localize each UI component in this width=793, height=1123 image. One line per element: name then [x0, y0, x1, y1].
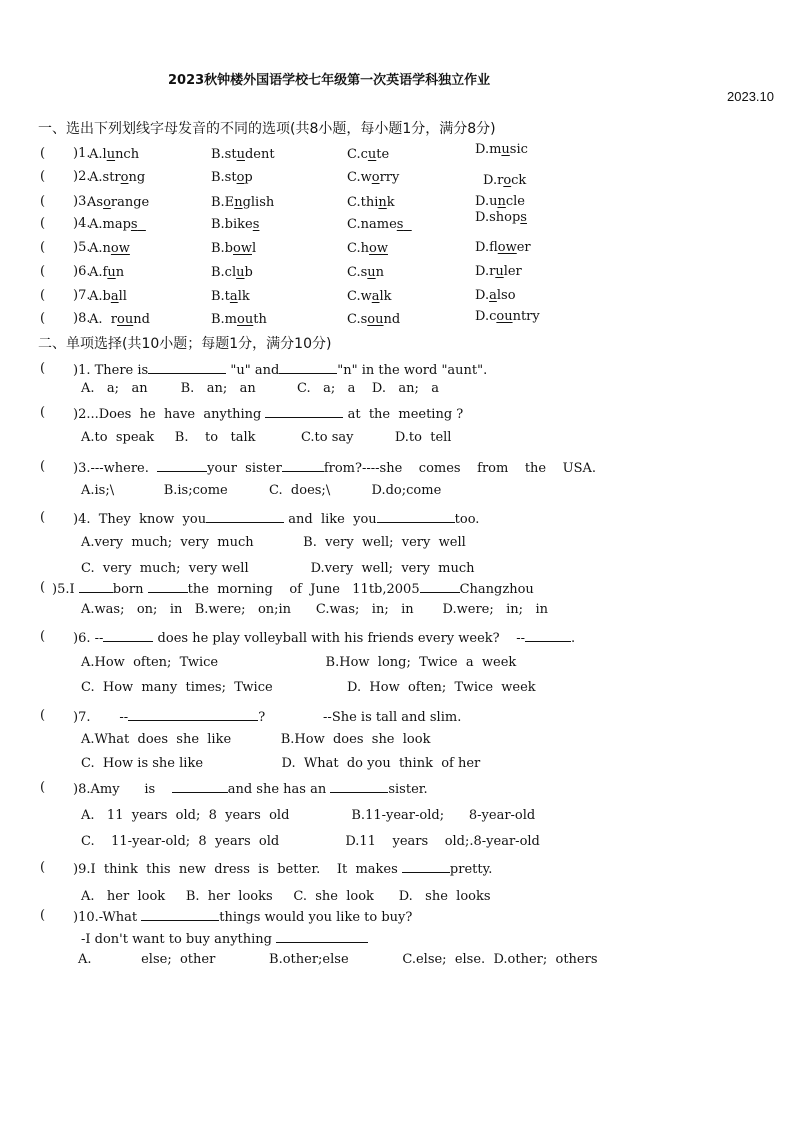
s1-q8-option-a [89, 312, 150, 327]
q1-stem-c: "n" in the word "aunt". [337, 363, 488, 378]
q6-options-1: A.How often; Twice B.How long; Twice a week [81, 655, 517, 670]
q8-blank-1 [172, 780, 228, 793]
option-suffix: glish [242, 195, 275, 210]
s1-q8-option-d [475, 309, 540, 324]
s1-q1-option-b [211, 147, 275, 162]
underlined-letters: ow [233, 241, 252, 256]
option-suffix: nch [115, 147, 140, 162]
option-suffix: ck [511, 173, 527, 188]
q10-stem-b: things would you like to buy? [219, 910, 413, 925]
s1-q2-number: )2. [73, 169, 91, 184]
q9-stem [73, 860, 492, 877]
s1-q3-number: )3. [73, 194, 91, 209]
option-prefix: B.b [211, 241, 234, 256]
q1-blank-1 [148, 361, 226, 374]
option-prefix: D.u [475, 194, 498, 209]
q6-stem-b: does he play volleyball with his friends every week? [157, 631, 500, 646]
option-prefix: D.m [475, 142, 502, 157]
underlined-letters: u [236, 265, 245, 280]
s1-q7-option-d [475, 288, 516, 303]
s1-q5-option-b [211, 241, 256, 256]
section1-heading: 一、选出下列划线字母发音的不同的选项(共8小题，每小题1分，满分8分) [38, 121, 496, 137]
q5-stem-b: born [112, 582, 144, 597]
q7-paren: ( [40, 708, 46, 723]
underlined-letters: o [236, 170, 245, 185]
option-suffix: cle [505, 194, 525, 209]
option-prefix: B.m [211, 312, 238, 327]
q2-blank-1 [265, 405, 343, 418]
q10-stem [73, 908, 412, 925]
option-prefix: D.c [475, 309, 497, 324]
q1-stem-a: )1. There is [73, 363, 149, 378]
s1-q8-option-c [347, 312, 400, 327]
option-suffix: b [244, 265, 253, 280]
q8-stem [73, 780, 428, 797]
option-suffix: p [244, 170, 253, 185]
underlined-letters: n [378, 195, 387, 210]
q5-blank-1 [79, 580, 113, 593]
page-title: 2023秋钟楼外国语学校七年级第一次英语学科独立作业 [168, 73, 491, 88]
q4-blank-1 [206, 510, 284, 523]
q4-blank-2 [377, 510, 455, 523]
underlined-letters: u [501, 142, 510, 157]
option-suffix: lk [237, 289, 250, 304]
underlined-letters: n [497, 194, 506, 209]
s1-q5-paren: ( [40, 240, 46, 255]
s1-q6-option-b [211, 265, 253, 280]
s1-q1-paren: ( [40, 146, 46, 161]
date-label: 2023.10 [727, 89, 774, 104]
q6-stem [73, 629, 575, 646]
option-suffix: n [115, 265, 125, 280]
option-suffix: ll [118, 289, 127, 304]
q5-blank-3 [420, 580, 460, 593]
q10-blank-2 [276, 930, 368, 943]
underlined-letters: u [236, 147, 245, 162]
option-prefix: A.str [89, 170, 121, 185]
q8-options-2: C. 11-year-old; 8 years old D.11 years old;.8-year-old [81, 834, 540, 849]
option-prefix: D.r [483, 173, 504, 188]
option-prefix: C.s [347, 312, 368, 327]
option-prefix: C.s [347, 265, 368, 280]
s1-q7-option-c [347, 289, 392, 304]
q6-stem-c: -- [516, 631, 525, 646]
option-suffix: rry [379, 170, 400, 185]
q4-stem [73, 510, 479, 527]
q1-paren: ( [40, 361, 46, 376]
s1-q8-number: )8. [73, 311, 91, 326]
s1-q4-option-a [89, 217, 146, 232]
underlined-letters: ou [367, 312, 384, 327]
s1-q7-number: )7. [73, 288, 91, 303]
q7-options-1: A.What does she like B.How does she look [81, 732, 431, 747]
q5-stem-a: )5.I [52, 582, 75, 597]
s1-q2-paren: ( [40, 169, 46, 184]
q6-stem-a: )6. -- [73, 631, 104, 646]
q2-stem [73, 405, 463, 422]
s1-q4-option-b [211, 217, 259, 232]
option-prefix: A.b [89, 289, 111, 304]
q6-paren: ( [40, 629, 46, 644]
q4-options-1: A.very much; very much B. very well; very well [81, 535, 466, 550]
s1-q7-option-b [211, 289, 250, 304]
underlined-letters: a [110, 289, 119, 304]
underlined-letters: a [371, 289, 380, 304]
s1-q1-option-a [89, 147, 139, 162]
s1-q5-option-c [347, 241, 388, 256]
q10-stem-a: )10.-What [73, 910, 138, 925]
underlined-letters: ou [117, 312, 134, 327]
s1-q4-paren: ( [40, 216, 46, 231]
option-suffix: lk [379, 289, 392, 304]
s1-q2-option-a [89, 170, 145, 185]
underlined-letters: s [252, 217, 260, 232]
s1-q6-option-a [89, 265, 124, 280]
q3-stem [73, 459, 596, 476]
underlined-letters: ow [110, 241, 130, 256]
q5-blank-2 [148, 580, 188, 593]
underlined-letters: u [495, 264, 504, 279]
q4-stem-b: and like you [288, 512, 377, 527]
option-suffix: nd [133, 312, 150, 327]
q1-options: A. a; an B. an; an C. a; a D. an; a [81, 381, 440, 396]
s1-q4-number: )4. [73, 216, 91, 231]
underlined-letters: ow [369, 241, 388, 256]
q4-stem-c: too. [454, 512, 480, 527]
s1-q6-number: )6. [73, 264, 91, 279]
option-prefix: B.cl [211, 265, 237, 280]
s1-q8-paren: ( [40, 311, 46, 326]
q8-paren: ( [40, 780, 46, 795]
q7-options-2: C. How is she like D. What do you think of her [81, 756, 481, 771]
option-suffix: ler [503, 264, 522, 279]
option-prefix: A.l [89, 147, 107, 162]
s1-q5-option-a [89, 241, 130, 256]
q8-blank-2 [330, 780, 388, 793]
q9-blank-1 [402, 860, 450, 873]
option-suffix: ntry [512, 309, 540, 324]
underlined-letters: ow [497, 240, 517, 255]
option-prefix: C.w [347, 289, 372, 304]
q6-stem-d: . [570, 631, 576, 646]
option-suffix: dent [244, 147, 275, 162]
underlined-letters: s [520, 210, 527, 225]
s1-q3-option-c [347, 195, 395, 210]
q10-stem-2 [81, 930, 368, 947]
q2-paren: ( [40, 405, 46, 420]
option-suffix: th [253, 312, 267, 327]
underlined-letters: ou [496, 309, 513, 324]
q8-stem-c: sister. [388, 782, 428, 797]
option-prefix: As [87, 195, 104, 210]
q3-stem-a: )3.---where. [73, 461, 149, 476]
q3-stem-c: from?----she comes from the USA. [323, 461, 597, 476]
q10-blank-1 [141, 908, 219, 921]
option-prefix: C.c [347, 147, 368, 162]
q5-stem-d: Changzhou [459, 582, 534, 597]
q7-blank-1 [128, 708, 258, 721]
q10-stem-c: -I don't want to buy anything [81, 932, 272, 947]
q3-stem-b: your sister [207, 461, 282, 476]
option-prefix: A.n [89, 241, 111, 256]
option-prefix: B.E [211, 195, 235, 210]
underlined-letters: ou [237, 312, 254, 327]
q8-stem-b: and she has an [227, 782, 327, 797]
q3-blank-1 [157, 459, 207, 472]
q3-paren: ( [40, 459, 46, 474]
q5-stem [52, 580, 534, 597]
q10-options: A. else; other B.other;else C.else; else. D.other; others [78, 952, 598, 967]
q6-blank-1 [103, 629, 153, 642]
q2-options: A.to speak B. to talk C.to say D.to tell [81, 430, 452, 445]
option-suffix: ng [128, 170, 146, 185]
q1-stem-b: "u" and [230, 363, 280, 378]
q4-paren: ( [40, 510, 46, 525]
underlined-letters: n [234, 195, 243, 210]
option-prefix: B.st [211, 147, 237, 162]
q9-stem-b: pretty. [449, 862, 493, 877]
underlined-letters: o [371, 170, 380, 185]
option-suffix: er [516, 240, 531, 255]
s1-q3-option-d [475, 194, 525, 209]
q3-blank-2 [282, 459, 324, 472]
q2-stem-a: )2...Does he have anything [73, 407, 262, 422]
option-prefix: D.r [475, 264, 496, 279]
q5-options: A.was; on; in B.were; on;in C.was; in; in D.were; in; in [81, 602, 548, 617]
q10-paren: ( [40, 908, 46, 923]
q3-options: A.is;\ B.is;come C. does;\ D.do;come [81, 483, 442, 498]
q5-paren: ( [40, 580, 46, 595]
q9-stem-a: )9.I think this new dress is better. It makes [73, 862, 398, 877]
s1-q4-option-c [347, 217, 412, 232]
q9-paren: ( [40, 860, 46, 875]
option-prefix: B.t [211, 289, 230, 304]
q6-blank-2 [525, 629, 571, 642]
underlined-letters: u [107, 265, 116, 280]
s1-q2-option-c [347, 170, 399, 185]
s1-q7-paren: ( [40, 288, 46, 303]
underlined-letters: u [106, 147, 116, 162]
s1-q3-option-b [211, 195, 274, 210]
s1-q1-number: )1. [73, 146, 91, 161]
option-prefix: C.w [347, 170, 372, 185]
s1-q5-number: )5. [73, 240, 91, 255]
q1-stem [73, 361, 487, 378]
q9-options: A. her look B. her looks C. she look D. she looks [81, 889, 491, 904]
option-suffix: k [386, 195, 395, 210]
q7-stem [73, 708, 461, 725]
underlined-letters: a [489, 288, 497, 303]
s1-q3-paren: ( [40, 194, 46, 209]
q7-stem-a: )7. -- [73, 710, 129, 725]
q8-stem-a: )8.Amy is [73, 782, 156, 797]
option-prefix: D. [475, 288, 490, 303]
q5-stem-c: the morning of June 11tb,2005 [187, 582, 420, 597]
s1-q2-option-d [483, 173, 526, 188]
option-prefix: C.h [347, 241, 369, 256]
option-suffix: n [375, 265, 385, 280]
underlined-letters: o [120, 170, 129, 185]
option-prefix: A.map [89, 217, 131, 232]
option-suffix: te [376, 147, 390, 162]
option-suffix: lso [496, 288, 516, 303]
s1-q6-option-d [475, 264, 522, 279]
option-suffix: range [110, 195, 150, 210]
q4-stem-a: )4. They know you [73, 512, 207, 527]
s1-q2-option-b [211, 170, 253, 185]
option-suffix: l [251, 241, 257, 256]
q1-blank-2 [279, 361, 337, 374]
q2-stem-b: at the meeting ? [347, 407, 464, 422]
option-prefix: B.bike [211, 217, 253, 232]
option-prefix: C.name [347, 217, 397, 232]
s1-q5-option-d [475, 240, 531, 255]
underlined-letters: o [103, 195, 111, 210]
option-suffix: nd [383, 312, 401, 327]
s1-q3-option-a [87, 195, 149, 210]
q4-options-2: C. very much; very well D.very well; very much [81, 561, 475, 576]
q7-stem-b: ? [258, 710, 266, 725]
s1-q8-option-b [211, 312, 267, 327]
s1-q1-option-c [347, 147, 389, 162]
s1-q4-option-d [475, 210, 527, 225]
option-prefix: D.shop [475, 210, 521, 225]
option-prefix: B.st [211, 170, 237, 185]
option-prefix: D.fl [475, 240, 498, 255]
s1-q6-paren: ( [40, 264, 46, 279]
section2-heading: 二、单项选择(共10小题；每题1分，满分10分) [38, 336, 332, 352]
s1-q1-option-d [475, 142, 528, 157]
underlined-letters: o [503, 173, 512, 188]
underlined-letters: s [130, 217, 138, 232]
q7-stem-c: --She is tall and slim. [323, 710, 462, 725]
option-suffix: sic [509, 142, 528, 157]
underlined-letters: s [396, 217, 404, 232]
option-prefix: C.thi [347, 195, 379, 210]
underlined-letters: u [367, 147, 377, 162]
underlined-letters: u [367, 265, 376, 280]
s1-q6-option-c [347, 265, 384, 280]
q8-options-1: A. 11 years old; 8 years old B.11-year-old; 8-year-old [81, 808, 536, 823]
option-prefix: A. r [89, 312, 117, 327]
underlined-letters: a [229, 289, 238, 304]
option-prefix: A.f [89, 265, 108, 280]
q6-options-2: C. How many times; Twice D. How often; Twice week [81, 680, 536, 695]
s1-q7-option-a [89, 289, 127, 304]
